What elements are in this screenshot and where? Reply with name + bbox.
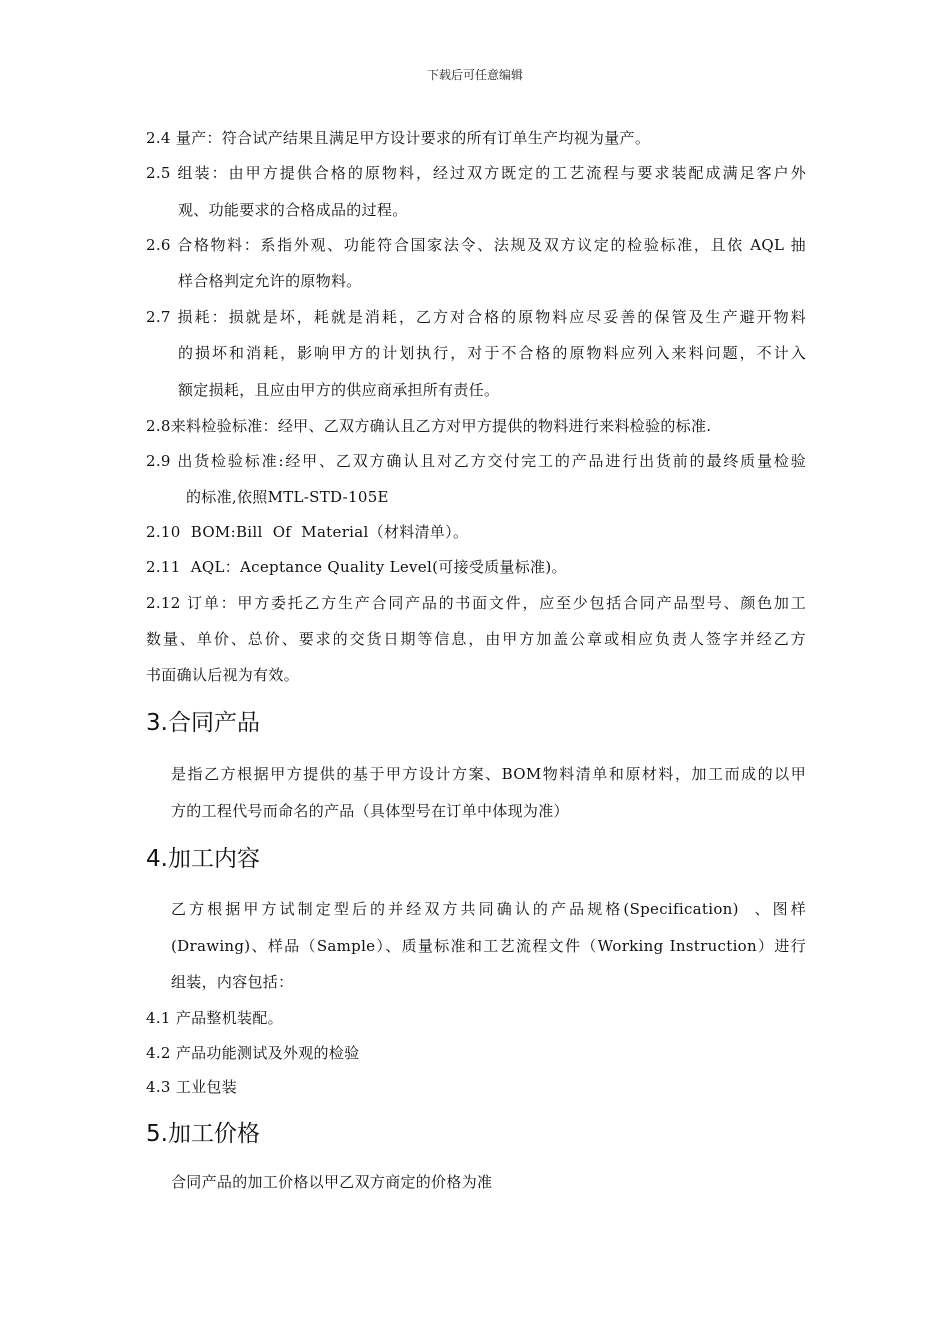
section-4-heading: 4.加工内容 bbox=[146, 846, 260, 872]
section-4-line-3: 组装，内容包括： bbox=[171, 973, 294, 991]
clause-2-12-line-3: 书面确认后视为有效。 bbox=[146, 666, 300, 684]
section-3-line-1: 是指乙方根据甲方提供的基于甲方设计方案、BOM物料清单和原材料，加工而成的以甲 bbox=[171, 765, 806, 783]
clause-2-8: 2.8来料检验标准：经甲、乙双方确认且乙方对甲方提供的物料进行来料检验的标准. bbox=[146, 417, 712, 435]
item-4-3: 4.3 工业包装 bbox=[146, 1078, 238, 1096]
section-4-line-2: (Drawing)、样品（Sample）、质量标准和工艺流程文件（Working Instruction）进行 bbox=[171, 937, 806, 955]
clause-2-9-line-1: 2.9 出货检验标准:经甲、乙双方确认且对乙方交付完工的产品进行出货前的最终质量检验 bbox=[146, 452, 806, 470]
clause-2-10: 2.10 BOM:Bill Of Material（材料清单）。 bbox=[146, 523, 469, 541]
section-5-text: 合同产品的加工价格以甲乙双方商定的价格为准 bbox=[171, 1173, 493, 1191]
section-3-line-2: 方的工程代号而命名的产品（具体型号在订单中体现为准） bbox=[171, 802, 569, 820]
clause-2-12-line-2: 数量、单价、总价、要求的交货日期等信息，由甲方加盖公章或相应负责人签字并经乙方 bbox=[146, 630, 806, 648]
section-4-line-1: 乙方根据甲方试制定型后的并经双方共同确认的产品规格(Specification) 、图样 bbox=[171, 900, 806, 918]
clause-2-12-line-1: 2.12 订单：甲方委托乙方生产合同产品的书面文件，应至少包括合同产品型号、颜色加工 bbox=[146, 594, 806, 612]
clause-2-11: 2.11 AQL：Aceptance Quality Level(可接受质量标准)。 bbox=[146, 558, 567, 576]
item-4-1: 4.1 产品整机装配。 bbox=[146, 1009, 283, 1027]
clause-2-9-line-2: 的标准,依照MTL-STD-105E bbox=[186, 488, 389, 506]
clause-2-5-line-1: 2.5 组装：由甲方提供合格的原物料，经过双方既定的工艺流程与要求装配成满足客户外 bbox=[146, 164, 806, 182]
clause-2-7-line-2: 的损坏和消耗，影响甲方的计划执行，对于不合格的原物料应列入来料问题，不计入 bbox=[178, 344, 806, 362]
header-note: 下载后可任意编辑 bbox=[426, 68, 523, 82]
section-5-heading: 5.加工价格 bbox=[146, 1121, 260, 1147]
clause-2-6-line-1: 2.6 合格物料：系指外观、功能符合国家法令、法规及双方议定的检验标准，且依 AQL 抽 bbox=[146, 236, 806, 254]
clause-2-6-line-2: 样合格判定允许的原物料。 bbox=[178, 272, 362, 290]
section-3-heading: 3.合同产品 bbox=[146, 710, 260, 736]
clause-2-4: 2.4 量产：符合试产结果且满足甲方设计要求的所有订单生产均视为量产。 bbox=[146, 129, 651, 147]
clause-2-7-line-1: 2.7 损耗：损就是坏，耗就是消耗，乙方对合格的原物料应尽妥善的保管及生产避开物料 bbox=[146, 308, 806, 326]
clause-2-7-line-3: 额定损耗，且应由甲方的供应商承担所有责任。 bbox=[178, 381, 500, 399]
item-4-2: 4.2 产品功能测试及外观的检验 bbox=[146, 1044, 360, 1062]
clause-2-5-line-2: 观、功能要求的合格成品的过程。 bbox=[178, 201, 408, 219]
